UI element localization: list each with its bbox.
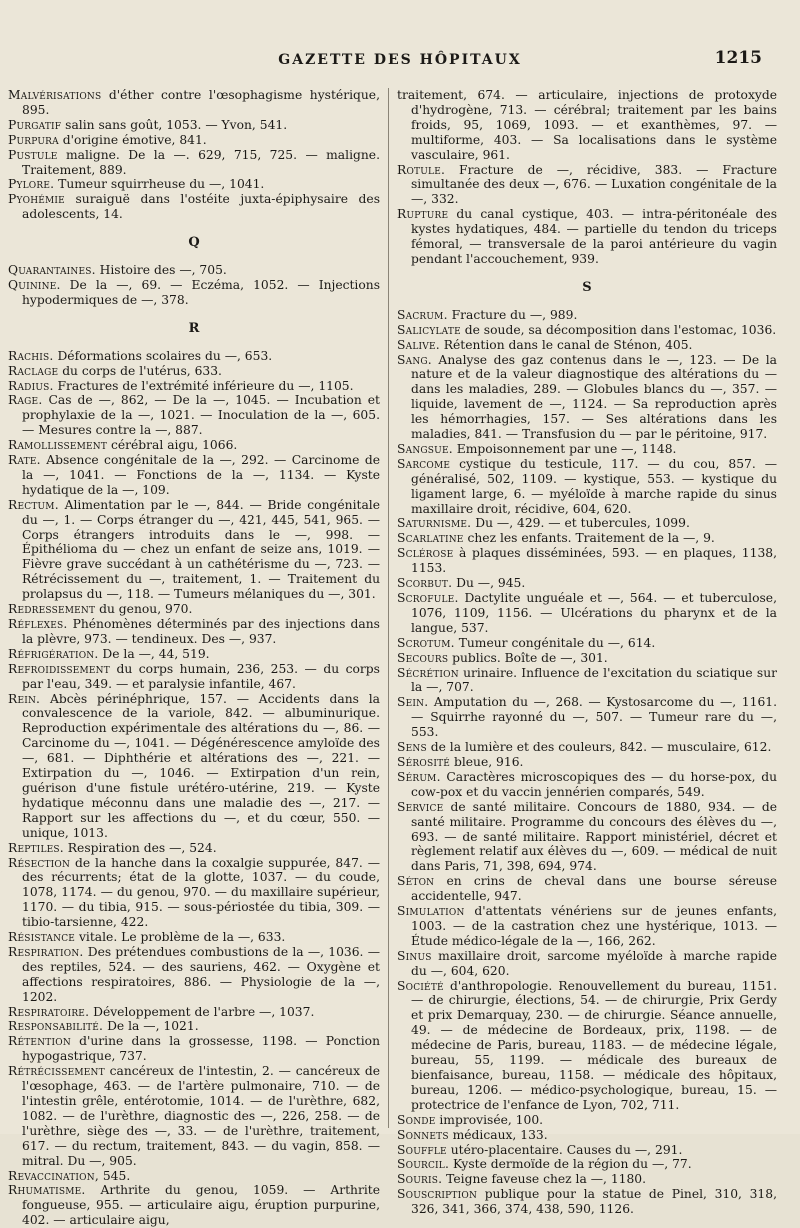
entry-text: Fracture de —, récidive, 383. — Fracture simultanée des deux —, 676. — Luxation congénitale de la —, 332.	[411, 162, 777, 207]
index-entry	[397, 636, 777, 651]
index-entry	[397, 576, 777, 591]
index-entry	[8, 498, 380, 602]
entry-heading: Responsabilité.	[8, 1019, 104, 1034]
index-entry	[397, 546, 777, 576]
index-entry	[397, 666, 777, 696]
entry-heading: Purgatif	[8, 117, 62, 132]
index-entry	[8, 617, 380, 647]
entry-heading: Quarantaines.	[8, 263, 96, 278]
entry-heading: Rate.	[8, 453, 41, 468]
entry-text: maxillaire droit, sarcome myéloïde à marche rapide du —, 604, 620.	[411, 948, 777, 978]
entry-text: cérébral aigu, 1066.	[107, 438, 238, 453]
entry-heading: Réfrigération.	[8, 646, 99, 661]
entry-text: salin sans goût, 1053. — Yvon, 541.	[61, 117, 288, 132]
entry-heading: Sacrum.	[397, 307, 448, 322]
index-entry	[397, 308, 777, 323]
entry-text: Empoisonnement par une —, 1148.	[452, 441, 677, 456]
index-entry	[8, 438, 380, 453]
index-column-left	[8, 88, 380, 1228]
index-entry	[397, 740, 777, 755]
entry-text: De la —, 1021.	[103, 1019, 199, 1034]
entry-heading: Malvérisations	[8, 88, 102, 102]
entry-heading: Service	[397, 799, 444, 814]
entry-heading: Sérosité	[397, 754, 451, 769]
index-entry	[397, 323, 777, 338]
index-entry	[397, 874, 777, 904]
index-entry	[397, 353, 777, 442]
index-entry	[397, 338, 777, 353]
entry-text: De la —, 69. — Eczéma, 1052. — Injections hypodermiques de —, 378.	[22, 277, 380, 307]
entry-heading: Réflexes.	[8, 617, 68, 631]
index-entry	[397, 770, 777, 800]
index-entry	[8, 647, 380, 662]
entry-heading: Sonde	[397, 1112, 436, 1127]
index-entry	[8, 1019, 380, 1034]
entry-text: Fractures de l'extrémité inférieure du —, 1105.	[53, 378, 354, 393]
entry-heading: Sonnets	[397, 1127, 449, 1142]
entry-heading: Ramollissement	[8, 438, 108, 453]
entry-text: de la lumière et des couleurs, 842. — musculaire, 612.	[426, 740, 772, 755]
entry-text: à plaques disséminées, 593. — en plaques, 1138, 1153.	[411, 546, 777, 576]
index-entry	[8, 192, 380, 222]
entry-text: Tumeur squirrheuse du —, 1041.	[54, 177, 265, 192]
index-entry	[8, 177, 380, 192]
entry-text: Phénomènes déterminés par des injections dans la plèvre, 973. — tendineux. Des —, 937.	[22, 617, 380, 646]
entry-text: d'anthropologie. Renouvellement du bureau, 1151. — de chirurgie, élections, 54. — de chirurgie, Prix Gerdy et prix Demarquay, 230. — de chirurgie. Séance annuelle, 49. — de médecine de Bordeaux, prix, 1198. — de médecine de Paris, bureau, 1183. — de médecine légale, bureau, 55, 1199. — médicale des bureaux de bienfaisance, bureau, 1158. — médicale des hôpitaux, bureau, 1206. — médico-psychologique, bureau, 15. — protectrice de l'enfance de Lyon, 702, 711.	[411, 978, 777, 1112]
entry-heading: Revaccination,	[8, 1168, 99, 1183]
entry-heading: Salive.	[397, 337, 440, 352]
entry-heading: Souris.	[397, 1172, 443, 1187]
entry-heading: Sens	[397, 740, 427, 755]
index-entry	[8, 1005, 380, 1020]
entry-heading: Radius.	[8, 378, 54, 393]
entry-heading: Pylore.	[8, 177, 55, 192]
entry-heading: Scrotum.	[397, 635, 455, 650]
page-number: 1215	[714, 48, 762, 68]
entry-heading: Simulation	[397, 904, 465, 919]
entry-text: De la —, 44, 519.	[98, 646, 210, 661]
entry-heading: Rhumatisme.	[8, 1183, 86, 1198]
index-entry	[397, 88, 777, 163]
entry-heading: Scrofule.	[397, 591, 459, 605]
entry-text: en crins de cheval dans une bourse séreuse accidentelle, 947.	[411, 874, 777, 904]
entry-text: Du —, 945.	[452, 576, 526, 591]
entry-heading: Société	[397, 978, 444, 993]
entry-heading: Sourcil.	[397, 1157, 450, 1172]
entry-text: Cas de —, 862, — De la —, 1045. — Incubation et prophylaxie de la —, 1021. — Inoculation de la —, 605. — Mesures contre la —, 887.	[22, 393, 380, 438]
entry-heading: Reptiles.	[8, 840, 64, 855]
entry-text: Arthrite du genou, 1059. — Arthrite fongueuse, 955. — articulaire aigu, éruption purpurine, 402. — articulaire aigu,	[22, 1183, 380, 1228]
entry-heading: Résistance	[8, 930, 76, 945]
entry-text: Absence congénitale de la —, 292. — Carcinome de la —, 1041. — Fonctions de la —, 1134. — Kyste hydatique de la —, 109.	[22, 453, 380, 497]
index-column-right	[397, 88, 777, 1217]
entry-heading: Respiratoire.	[8, 1004, 90, 1019]
index-entry	[8, 1169, 380, 1184]
entry-heading: Sarcome	[397, 456, 451, 471]
entry-text: de la hanche dans la coxalgie suppurée, 847. — des récurrents; état de la glotte, 1037. — du coude, 1078, 1174. — du genou, 970. — du maxillaire supérieur, 1170. — du tibia, 915. — sous-périostée du tibia, 309. — tibio-tarsienne, 422.	[22, 855, 380, 930]
index-entry	[8, 148, 380, 178]
entry-text: Amputation du —, 268. — Kystosarcome du —, 1161. — Squirrhe rayonné du —, 507. — Tumeur rare du —, 553.	[411, 695, 777, 740]
entry-text: publics. Boîte de —, 301.	[448, 650, 608, 665]
section-letter: Q	[188, 235, 200, 251]
entry-heading: Pustule	[8, 147, 58, 162]
entry-heading: Rétention	[8, 1034, 71, 1049]
index-entry	[8, 364, 380, 379]
index-entry	[397, 516, 777, 531]
index-entry	[8, 602, 380, 617]
index-entry	[397, 207, 777, 267]
index-entry	[397, 1172, 777, 1187]
index-entry	[397, 1113, 777, 1128]
entry-text: Rétention dans le canal de Sténon, 405.	[439, 337, 693, 352]
entry-text: Fracture du —, 989.	[447, 307, 578, 322]
index-entry	[8, 88, 380, 118]
entry-heading: Sang.	[397, 352, 432, 367]
index-entry	[397, 163, 777, 208]
entry-heading: Sclérose	[397, 546, 454, 561]
entry-text: de soude, sa décomposition dans l'estomac, 1036.	[460, 322, 777, 337]
section-letter: S	[582, 279, 592, 295]
index-entry	[8, 278, 380, 308]
index-entry	[397, 979, 777, 1113]
entry-text: Teigne faveuse chez la —, 1180.	[442, 1172, 647, 1187]
entry-text: Caractères microscopiques des — du horse-pox, du cow-pox et du vaccin jennérien comparés, 549.	[411, 769, 777, 799]
entry-heading: Sangsue.	[397, 441, 453, 456]
entry-heading: Respiration.	[8, 944, 84, 959]
index-entry	[397, 904, 777, 949]
index-entry	[8, 1064, 380, 1168]
entry-text: Kyste dermoïde de la région du —, 77.	[449, 1157, 692, 1172]
entry-heading: Scorbut.	[397, 576, 453, 591]
entry-heading: Souffle	[397, 1142, 447, 1157]
entry-text: médicaux, 133.	[448, 1127, 548, 1142]
index-entry	[8, 1183, 380, 1228]
entry-heading: Redressement	[8, 602, 96, 617]
entry-text: d'origine émotive, 841.	[58, 132, 207, 147]
entry-heading: Sein.	[397, 695, 429, 710]
entry-text: chez les enfants. Traitement de la —, 9.	[463, 531, 715, 546]
entry-text: Analyse des gaz contenus dans le —, 123. — De la nature et de la valeur diagnostique des altérations du — dans les maladies, 289. — Globules blancs du —, 357. — liquide, lavement de —, 1124. — Sa reproduction après les hémorrhagies, 157. — Ses altérations dans les maladies, 841. — Transfusion du — par le péritoine, 917.	[411, 352, 777, 442]
index-entry	[397, 531, 777, 546]
index-entry	[397, 651, 777, 666]
entry-heading: Sérum.	[397, 769, 441, 784]
entry-heading: Pyohémie	[8, 192, 65, 207]
index-entry	[8, 118, 380, 133]
index-entry	[8, 263, 380, 278]
column-divider	[388, 88, 389, 1128]
entry-text: cancéreux de l'intestin, 2. — cancéreux de l'œsophage, 463. — de l'artère pulmonaire, 710. — de l'intestin grêle, entérotomie, 1014. — de l'urèthre, 682, 1082. — de l'urèthre, diagnostic des —, 226, 258. — de l'urèthre, siège des —, 33. — de l'urèthre, traitement, 617. — du rectum, traitement, 843. — du vagin, 858. — mitral. Du —, 905.	[22, 1064, 380, 1168]
index-entry	[397, 755, 777, 770]
entry-text: Déformations scolaires du —, 653.	[53, 348, 273, 363]
entry-heading: Salicylate	[397, 322, 461, 337]
index-entry	[397, 949, 777, 979]
entry-text: Alimentation par le —, 844. — Bride congénitale du —, 1. — Corps étranger du —, 421, 445, 541, 965. — Corps étrangers introduits dans le —, 998. — Épithélioma du — chez un enfant de seize ans, 1019. — Fièvre grave succédant à un cathétérisme du —, 723. — Rétrécissement du —, traitement, 1. — Traitement du prolapsus du —, 118. — Tumeurs mélaniques du —, 301.	[22, 497, 380, 602]
entry-heading: Rachis.	[8, 348, 54, 363]
index-entry	[8, 841, 380, 856]
entry-heading: Sinus	[397, 948, 432, 963]
entry-text: du corps de l'utérus, 633.	[58, 363, 222, 378]
entry-text: Des prétendues combustions de la —, 1036. — des reptiles, 524. — des sauriens, 462. — Oxygène et affections respiratoires, 886. — Physiologie de la —, 1202.	[22, 944, 380, 1004]
entry-heading: Purpura	[8, 132, 59, 147]
entry-text: de santé militaire. Concours de 1880, 934. — de santé militaire. Programme du concours des élèves du —, 693. — de santé militaire. Rapport ministériel, décret et règlement relatif aux élèves du —, 609. — médical de nuit dans Paris, 71, 398, 694, 974.	[411, 799, 777, 874]
index-entry	[397, 1157, 777, 1172]
entry-heading: Résection	[8, 855, 71, 870]
entry-text: publique pour la statue de Pinel, 310, 318, 326, 341, 366, 374, 438, 590, 1126.	[411, 1187, 777, 1217]
entry-text: Respiration des —, 524.	[63, 840, 217, 855]
page-header	[0, 48, 800, 74]
entry-heading: Séton	[397, 874, 435, 889]
entry-heading: Rectum.	[8, 497, 59, 512]
index-entry	[397, 1143, 777, 1158]
entry-text: Du —, 429. — et tubercules, 1099.	[471, 516, 690, 531]
index-entry	[397, 591, 777, 636]
index-entry	[8, 393, 380, 438]
entry-heading: Rein.	[8, 691, 41, 706]
entry-text: bleue, 916.	[450, 754, 524, 769]
index-entry	[397, 800, 777, 875]
entry-text: utéro-placentaire. Causes du —, 291.	[446, 1142, 683, 1157]
entry-text: Abcès périnéphrique, 157. — Accidents dans la convalescence de la variole, 842. — albuminurique. Reproduction expérimentale des altérations du —, 86. — Carcinome du —, 1041. — Dégénérescence amyloïde des —, 681. — Diphthérie et altérations des —, 221. — Extirpation du —, 1046. — Extirpation d'un rein, guérison d'une fistule urétéro-utérine, 219. — Kyste hydatique méconnu dans une maladie des —, 217. — Rapport sur les affections du —, et du cœur, 550. — unique, 1013.	[22, 691, 380, 840]
index-entry	[397, 442, 777, 457]
entry-heading: Quinine.	[8, 277, 61, 292]
entry-text: d'éther contre l'œsophagisme hystérique, 895.	[22, 88, 380, 117]
index-entry	[8, 662, 380, 692]
index-entry	[397, 695, 777, 740]
entry-heading: Rotule.	[397, 162, 446, 177]
index-entry	[8, 945, 380, 1005]
index-entry	[8, 1034, 380, 1064]
entry-heading: Sécrétion	[397, 665, 459, 680]
entry-heading: Rupture	[397, 207, 449, 222]
entry-heading: Refroidissement	[8, 661, 110, 676]
index-entry	[397, 1128, 777, 1143]
entry-text: 545.	[98, 1168, 131, 1183]
entry-text: improvisée, 100.	[435, 1112, 544, 1127]
index-entry	[397, 457, 777, 517]
entry-text: du canal cystique, 403. — intra-péritonéale des kystes hydatiques, 484. — partielle du tendon du triceps fémoral, — transversale de la paroi antérieure du vagin pendant l'accouchement, 939.	[411, 207, 777, 266]
entry-text: traitement, 674. — articulaire, injections de protoxyde d'hydrogène, 713. — cérébral; traitement par les bains froids, 95, 1069, 1093. — et exanthèmes, 97. — multiforme, 403. — Sa localisations dans le système vasculaire, 961.	[397, 88, 777, 162]
entry-text: Dactylite unguéale et —, 564. — et tuberculose, 1076, 1109, 1156. — Ulcérations du pharynx et de la langue, 537.	[411, 591, 777, 635]
entry-heading: Souscription	[397, 1187, 478, 1202]
entry-text: urinaire. Influence de l'excitation du sciatique sur la —, 707.	[411, 665, 777, 695]
entry-text: suraiguë dans l'ostéite juxta-épiphysaire des adolescents, 14.	[22, 192, 380, 222]
index-entry	[8, 453, 380, 498]
entry-text: Développement de l'arbre —, 1037.	[89, 1004, 315, 1019]
index-entry	[397, 1187, 777, 1217]
entry-text: maligne. De la —. 629, 715, 725. — maligne. Traitement, 889.	[22, 147, 380, 177]
entry-text: d'urine dans la grossesse, 1198. — Ponction hypogastrique, 737.	[22, 1034, 380, 1064]
entry-heading: Rage.	[8, 393, 43, 408]
running-title: GAZETTE DES HÔPITAUX	[278, 52, 522, 68]
entry-text: Histoire des —, 705.	[95, 263, 227, 278]
entry-text: du corps humain, 236, 253. — du corps par l'eau, 349. — et paralysie infantile, 467.	[22, 661, 380, 691]
index-entry	[8, 856, 380, 931]
entry-text: Tumeur congénitale du —, 614.	[454, 635, 656, 650]
index-entry	[8, 692, 380, 841]
section-letter: R	[188, 320, 200, 336]
entry-heading: Rétrécissement	[8, 1064, 105, 1079]
entry-heading: Saturnisme.	[397, 516, 472, 531]
entry-text: cystique du testicule, 117. — du cou, 857. — généralisé, 502, 1109. — kystique, 553. — kystique du ligament large, 6. — myéloïde à marche rapide du sinus maxillaire droit, récidive, 604, 620.	[411, 456, 777, 516]
index-entry	[8, 379, 380, 394]
entry-text: du genou, 970.	[95, 602, 193, 617]
entry-heading: Raclage	[8, 363, 59, 378]
index-entry	[8, 349, 380, 364]
entry-heading: Secours	[397, 650, 449, 665]
entry-text: vitale. Le problème de la —, 633.	[75, 930, 286, 945]
index-entry	[8, 930, 380, 945]
entry-heading: Scarlatine	[397, 531, 464, 546]
index-entry	[8, 133, 380, 148]
entry-text: d'attentats vénériens sur de jeunes enfants, 1003. — de la castration chez une hystérique, 1013. — Étude médico-légale de la —, 166, 262.	[411, 904, 777, 948]
